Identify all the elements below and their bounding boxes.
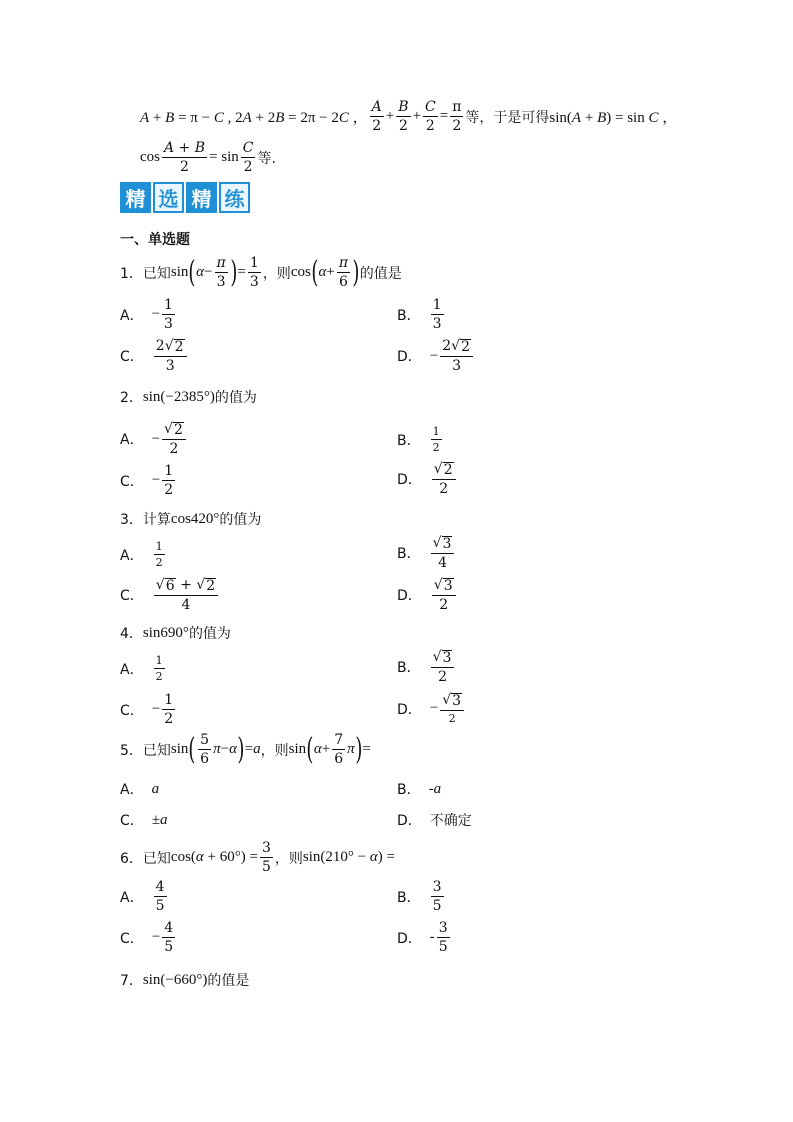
- banner-char-2: 选: [153, 182, 184, 213]
- q3-option-a[interactable]: A． $\frac{1}{2}$: [120, 540, 163, 569]
- q1-option-a-label: A．: [120, 307, 144, 324]
- q5-option-d-label: D．: [397, 813, 422, 829]
- q6-option-c-label: C．: [120, 930, 144, 947]
- q6-option-d-label: D．: [397, 930, 422, 947]
- q5-option-d-value: 不确定: [429, 813, 472, 829]
- banner-char-4: 练: [219, 182, 250, 213]
- q5-option-c-value: ±a: [151, 811, 168, 828]
- q1-pre: 已知: [142, 265, 171, 282]
- q6-option-b-label: B．: [397, 889, 421, 906]
- q3-option-c[interactable]: C． √ 6 + √ 2 4: [120, 578, 220, 612]
- q1-option-a[interactable]: A． − $\frac{1}{3}$: [120, 297, 173, 332]
- q5-option-b-label: B．: [397, 782, 421, 798]
- q7-number: 7．: [120, 973, 143, 989]
- section-title: 一、单选题: [120, 232, 190, 248]
- q5-option-a-label: A．: [120, 782, 144, 798]
- intro-line-1: A + B = π − C , 2A + 2B = 2π − 2C ， $\frac{A}{2}$ + $\frac{B}{2}$ + $\frac{C}{2}$ = $\frac{\pi}{2}$ 等，于是可得 sin(A + B) = sin C ，: [140, 99, 678, 134]
- q4-option-c-label: C．: [120, 702, 144, 719]
- question-3: 3． 计算 cos420° 的值为: [120, 510, 262, 528]
- q6-option-c[interactable]: C． − $\frac{4}{5}$: [120, 920, 174, 955]
- q2-option-c[interactable]: C． − $\frac{1}{2}$: [120, 463, 174, 498]
- q6-option-b[interactable]: B． $\frac{3}{5}$: [397, 879, 442, 914]
- q4-option-a[interactable]: A． $\frac{1}{2}$: [120, 654, 163, 683]
- q1-number: 1．: [120, 265, 143, 282]
- q3-option-c-label: C．: [120, 588, 144, 604]
- q7-post: 的值是: [207, 973, 250, 989]
- q2-option-a-label: A．: [120, 432, 144, 448]
- q5-option-a-value: a: [151, 780, 160, 797]
- q6-option-a[interactable]: A． $\frac{4}{5}$: [120, 879, 165, 914]
- q1-option-c[interactable]: C． 2 √ 2 3: [120, 339, 189, 373]
- question-7: 7． sin(−660°) 的值是: [120, 971, 250, 989]
- q5-option-a[interactable]: [120, 779, 159, 799]
- q1-option-b[interactable]: B． $\frac{1}{3}$: [397, 297, 442, 332]
- q3-post: 的值为: [219, 512, 262, 528]
- q1-option-d-label: D．: [397, 349, 422, 365]
- q2-number: 2．: [120, 390, 143, 406]
- section-banner: [120, 182, 250, 213]
- intro-line-2: cos $\frac{A + B}{2}$ = sin $\frac{C}{2}$ 等.: [140, 140, 276, 175]
- q6-number: 6．: [120, 850, 143, 867]
- q1-option-d[interactable]: D． − 2 √ 2 3: [397, 339, 475, 373]
- q2-option-a[interactable]: A． − √ 2 2: [120, 422, 188, 456]
- q4-option-c[interactable]: C． − $\frac{1}{2}$: [120, 692, 174, 727]
- q4-option-d[interactable]: D． − √ 3 2: [397, 693, 466, 724]
- q3-option-d[interactable]: D． √ 3 2: [397, 578, 458, 612]
- question-2: 2． sin(−2385°) 的值为: [120, 388, 257, 406]
- q2-option-c-label: C．: [120, 473, 144, 490]
- q6-mid: ，则: [274, 850, 303, 867]
- q2-option-d-label: D．: [397, 472, 422, 488]
- q1-option-c-label: C．: [120, 349, 144, 365]
- q2-option-b[interactable]: B． $\frac{1}{2}$: [397, 425, 440, 454]
- q4-option-d-label: D．: [397, 701, 422, 718]
- question-5: 5． 已知 sin ( $\frac{5}{6}$ π − α ) = a ，则 sin ( α + $\frac{7}{6}$ π ) =: [120, 731, 371, 767]
- q3-option-a-label: A．: [120, 547, 144, 564]
- q3-number: 3．: [120, 512, 143, 528]
- q2-post: 的值为: [214, 390, 257, 406]
- q5-pre: 已知: [142, 742, 171, 759]
- q1-mid: ，则: [262, 265, 291, 282]
- q2-option-d[interactable]: D． √ 2 2: [397, 462, 458, 496]
- intro-line-1-text: 等，于是可得: [465, 109, 550, 126]
- q3-pre: 计算: [142, 512, 171, 528]
- q5-mid: ，则: [260, 742, 289, 759]
- q3-option-d-label: D．: [397, 588, 422, 604]
- q6-option-d[interactable]: D． - $\frac{3}{5}$: [397, 920, 448, 955]
- banner-char-1: 精: [120, 182, 151, 213]
- q4-option-b-label: B．: [397, 660, 421, 676]
- q1-option-b-label: B．: [397, 307, 421, 324]
- intro-line-2-text: 等.: [257, 150, 276, 167]
- q5-option-d[interactable]: [397, 810, 472, 830]
- question-6: 6． 已知 cos(α + 60°) = $\frac{3}{5}$ ，则 sin(210° − α) =: [120, 840, 395, 875]
- q5-option-c[interactable]: [120, 810, 168, 830]
- question-4: 4． sin690° 的值为: [120, 624, 231, 642]
- q4-post: 的值为: [188, 626, 231, 642]
- q4-option-b[interactable]: B． √ 3 2: [397, 650, 456, 684]
- q3-option-b-label: B．: [397, 546, 421, 562]
- q5-option-c-label: C．: [120, 813, 144, 829]
- q2-option-b-label: B．: [397, 432, 421, 449]
- q6-pre: 已知: [142, 850, 171, 867]
- q4-option-a-label: A．: [120, 661, 144, 678]
- q3-option-b[interactable]: B． √ 3 4: [397, 536, 456, 570]
- banner-char-3: 精: [186, 182, 217, 213]
- q6-option-a-label: A．: [120, 889, 144, 906]
- q5-option-b-value: -a: [428, 780, 442, 797]
- q1-post: 的值是: [359, 265, 402, 282]
- q5-number: 5．: [120, 742, 143, 759]
- question-1: 1． 已知 sin ( α − $\frac{\pi}{3}$ ) = $\frac{1}{3}$ ，则 cos ( α + $\frac{\pi}{6}$ ) 的值是: [120, 254, 402, 290]
- q4-number: 4．: [120, 626, 143, 642]
- q5-option-b[interactable]: [397, 779, 441, 799]
